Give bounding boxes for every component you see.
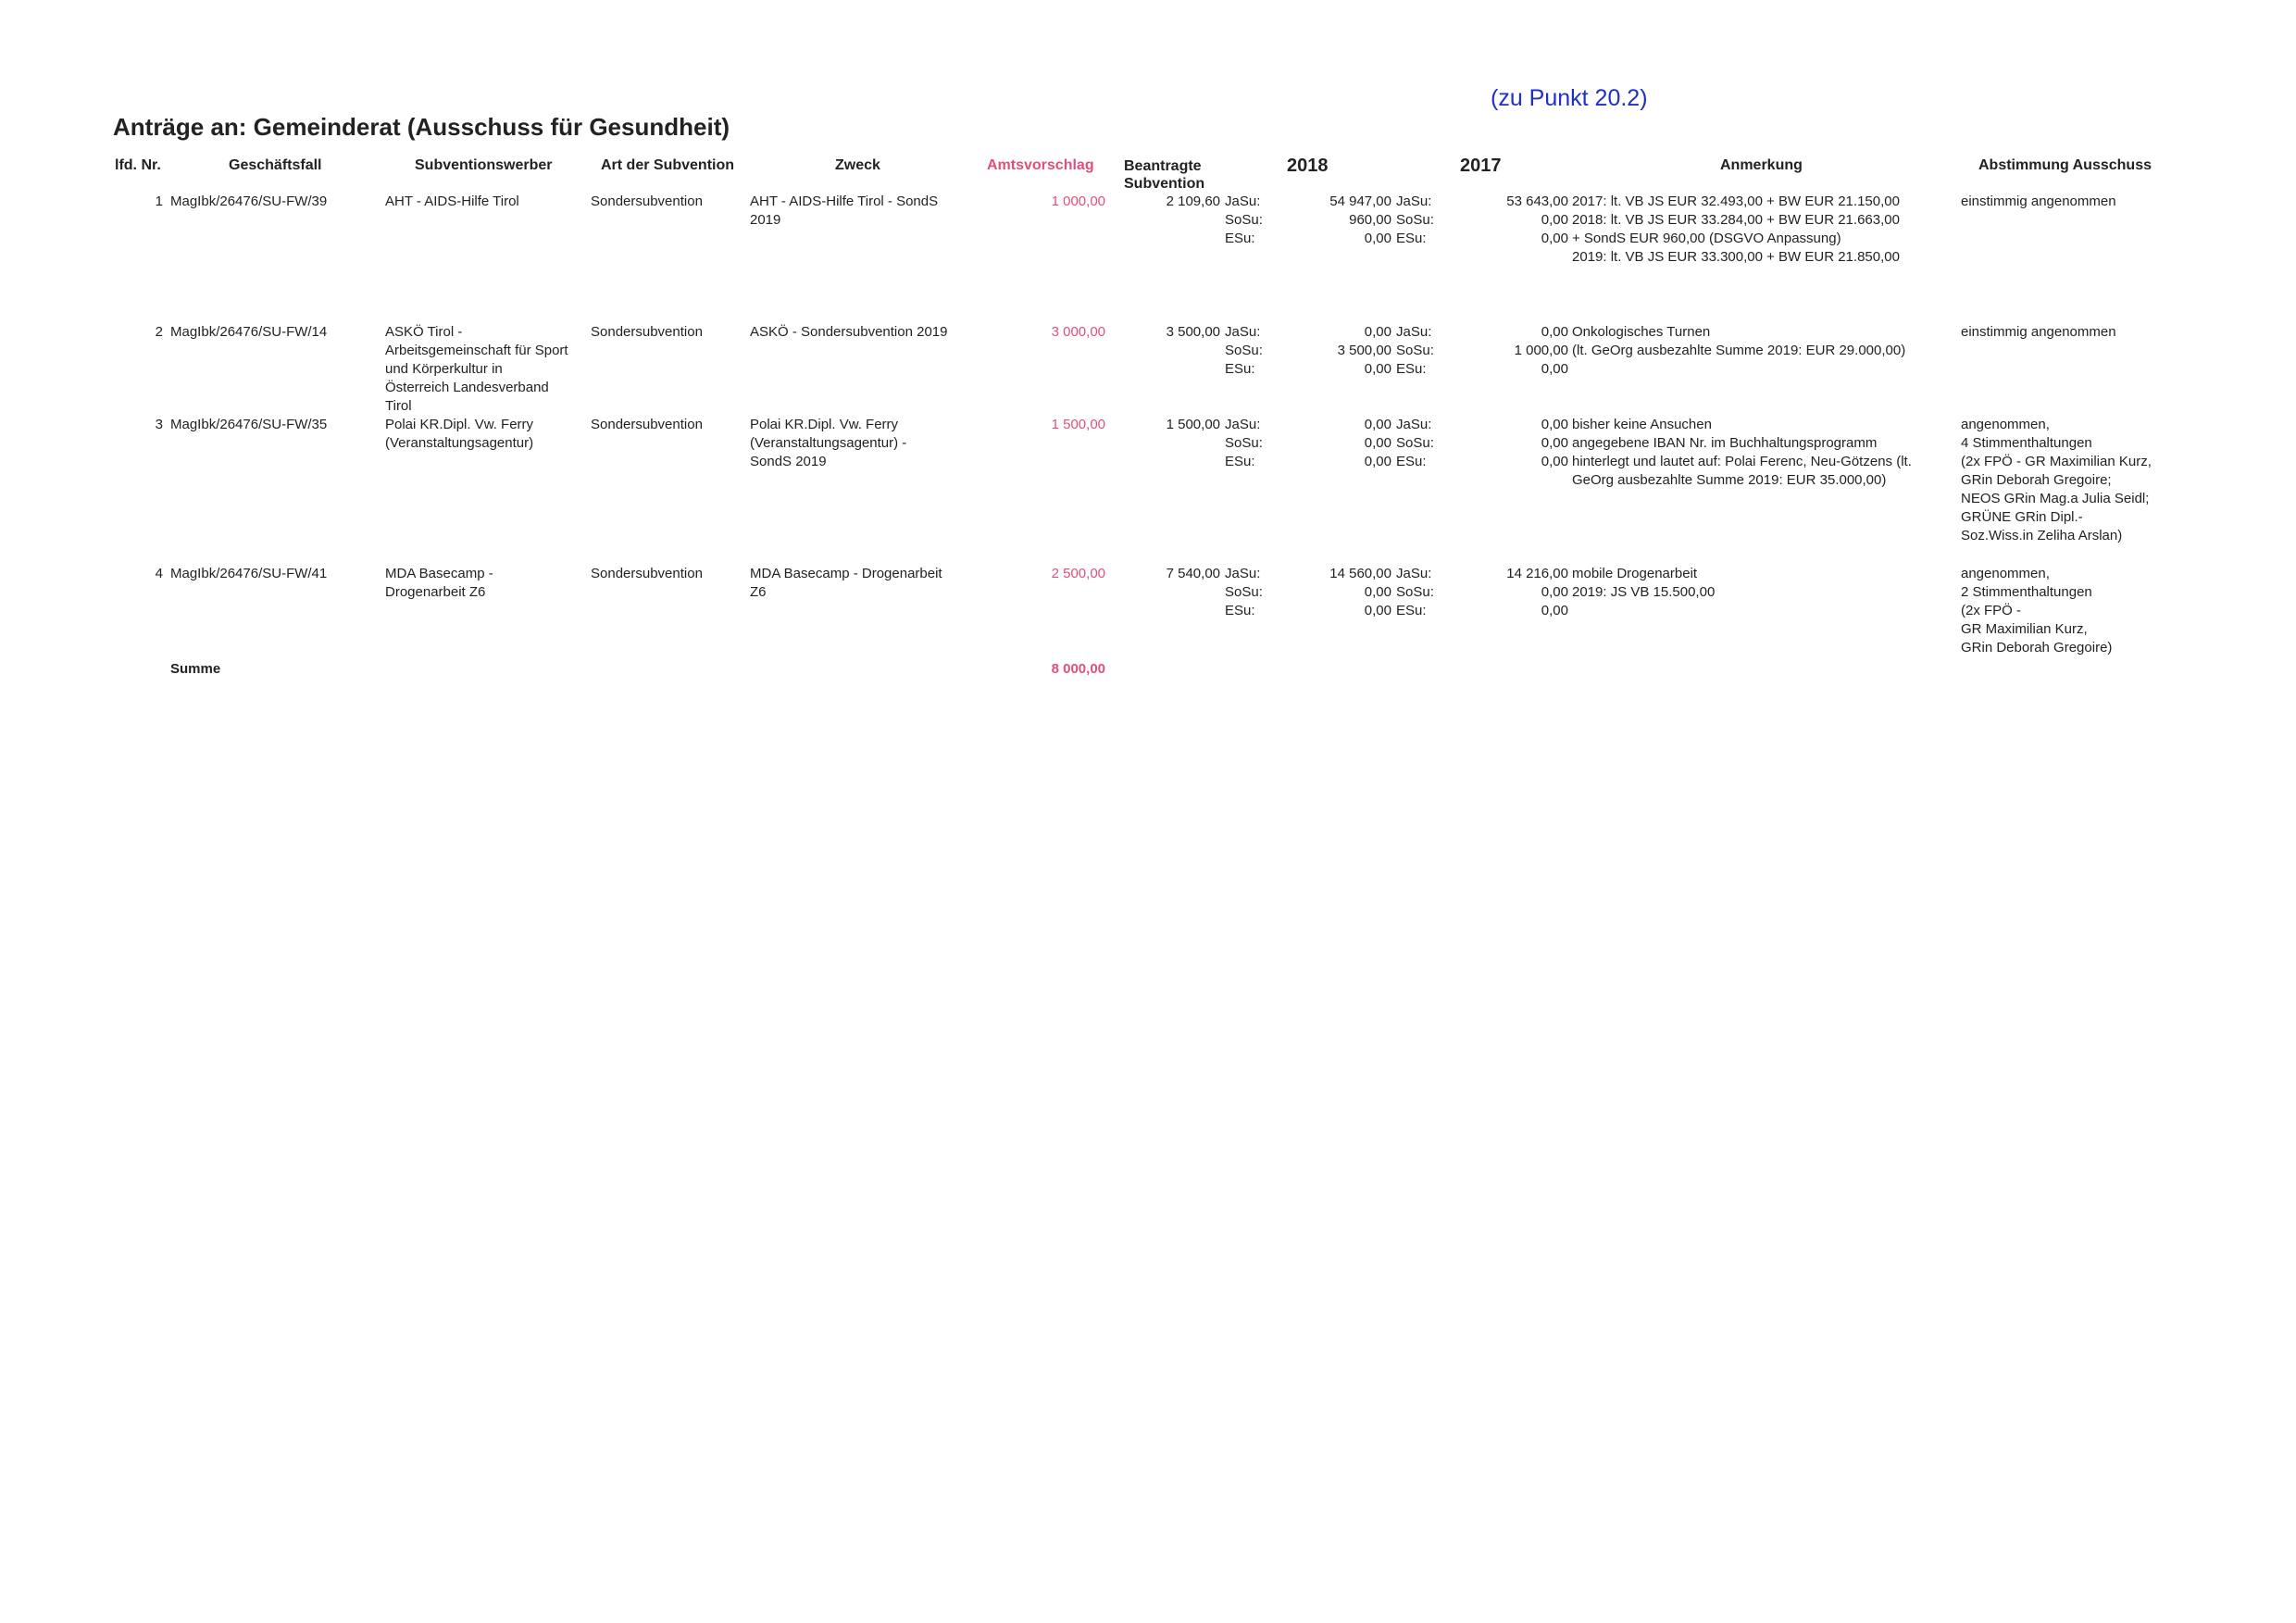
- row-2018-values: [1282, 565, 1391, 620]
- row-werber-line: und Körperkultur in: [385, 361, 503, 377]
- row-2018-values-line: 54 947,00: [1329, 194, 1391, 209]
- row-amtsvorschlag: [991, 323, 1105, 342]
- row-2018-labels-line: ESu:: [1225, 454, 1255, 469]
- row-2017-labels-line: ESu:: [1396, 454, 1427, 469]
- row-nr-line: 4: [155, 566, 163, 581]
- row-abstimmung-line: GRÜNE GRin Dipl.-: [1961, 509, 2083, 525]
- row-2017-labels-line: JaSu:: [1396, 417, 1432, 432]
- row-2018-labels-line: SoSu:: [1225, 343, 1263, 358]
- row-abstimmung-line: (2x FPÖ - GR Maximilian Kurz,: [1961, 454, 2152, 469]
- row-beantragt-line: 1 500,00: [1166, 417, 1220, 432]
- col-header-geschaeftsfall: Geschäftsfall: [229, 157, 322, 173]
- row-2018-values-line: 960,00: [1349, 212, 1391, 228]
- row-2018-values-line: 0,00: [1364, 417, 1391, 432]
- row-werber-line: AHT - AIDS-Hilfe Tirol: [385, 194, 519, 209]
- row-zweck: [750, 416, 972, 471]
- row-abstimmung-line: (2x FPÖ -: [1961, 603, 2022, 618]
- row-werber: [385, 416, 589, 453]
- row-abstimmung-line: einstimmig angenommen: [1961, 324, 2116, 340]
- row-anmerkung-line: angegebene IBAN Nr. im Buchhaltungsprogramm: [1572, 435, 1878, 451]
- row-2017-values: [1454, 565, 1568, 620]
- document-title: Anträge an: Gemeinderat (Ausschuss für Gesundheit): [113, 113, 730, 141]
- row-2018-values-line: 0,00: [1364, 324, 1391, 340]
- row-abstimmung: [1961, 416, 2183, 545]
- row-2017-values-line: 0,00: [1541, 231, 1568, 246]
- row-2018-labels-line: ESu:: [1225, 231, 1255, 246]
- row-geschaeftsfall-line: MagIbk/26476/SU-FW/41: [170, 566, 328, 581]
- row-beantragt: [1111, 193, 1220, 211]
- row-abstimmung-line: NEOS GRin Mag.a Julia Seidl;: [1961, 491, 2150, 506]
- row-zweck-line: Polai KR.Dipl. Vw. Ferry: [750, 417, 899, 432]
- row-werber-line: Drogenarbeit Z6: [385, 584, 486, 600]
- row-werber: [385, 565, 589, 602]
- col-header-2017: 2017: [1460, 156, 1502, 176]
- row-2018-values: [1282, 193, 1391, 248]
- row-2018-labels: [1225, 193, 1280, 248]
- row-geschaeftsfall: [170, 323, 356, 342]
- row-2018-values-line: 3 500,00: [1337, 343, 1391, 358]
- row-2017-values: [1454, 323, 1568, 379]
- row-werber-line: MDA Basecamp -: [385, 566, 493, 581]
- col-header-amtsvorschlag: Amtsvorschlag: [987, 157, 1094, 173]
- row-2017-values-line: 0,00: [1541, 212, 1568, 228]
- row-abstimmung-line: GRin Deborah Gregoire;: [1961, 472, 2112, 488]
- row-abstimmung-line: GR Maximilian Kurz,: [1961, 621, 2088, 637]
- row-zweck: [750, 193, 972, 230]
- row-werber-line: Tirol: [385, 398, 412, 414]
- row-abstimmung-line: einstimmig angenommen: [1961, 194, 2116, 209]
- row-2018-labels-line: ESu:: [1225, 603, 1255, 618]
- row-2017-labels: [1396, 323, 1452, 379]
- row-2018-values-line: 0,00: [1364, 454, 1391, 469]
- row-anmerkung-line: 2018: lt. VB JS EUR 33.284,00 + BW EUR 21.663,00: [1572, 212, 1900, 228]
- row-anmerkung-line: bisher keine Ansuchen: [1572, 417, 1712, 432]
- row-2017-labels-line: SoSu:: [1396, 435, 1434, 451]
- row-nr: [139, 565, 163, 583]
- col-header-zweck: Zweck: [835, 157, 880, 173]
- row-2018-values-line: 0,00: [1364, 231, 1391, 246]
- row-geschaeftsfall: [170, 416, 356, 434]
- row-2017-labels-line: JaSu:: [1396, 324, 1432, 340]
- row-zweck-line: (Veranstaltungsagentur) -: [750, 435, 907, 451]
- summe-value: 8 000,00: [1051, 661, 1105, 677]
- row-2018-labels-line: SoSu:: [1225, 584, 1263, 600]
- row-2017-labels-line: SoSu:: [1396, 343, 1434, 358]
- row-geschaeftsfall-line: MagIbk/26476/SU-FW/35: [170, 417, 328, 432]
- row-2017-values-line: 53 643,00: [1506, 194, 1568, 209]
- row-2017-labels: [1396, 565, 1452, 620]
- row-anmerkung-line: hinterlegt und lautet auf: Polai Ferenc, Neu-Götzens (lt.: [1572, 454, 1912, 469]
- row-2017-values: [1454, 193, 1568, 248]
- row-zweck-line: Z6: [750, 584, 767, 600]
- row-2018-values: [1282, 416, 1391, 471]
- row-amtsvorschlag-line: 1 000,00: [1051, 194, 1105, 209]
- row-abstimmung: [1961, 323, 2183, 342]
- row-anmerkung-line: Onkologisches Turnen: [1572, 324, 1711, 340]
- row-beantragt: [1111, 323, 1220, 342]
- row-2017-values-line: 0,00: [1541, 417, 1568, 432]
- row-2018-labels-line: JaSu:: [1225, 194, 1261, 209]
- row-anmerkung-line: 2019: JS VB 15.500,00: [1572, 584, 1716, 600]
- row-geschaeftsfall-line: MagIbk/26476/SU-FW/14: [170, 324, 328, 340]
- row-zweck-line: AHT - AIDS-Hilfe Tirol - SondS: [750, 194, 939, 209]
- row-2017-values: [1454, 416, 1568, 471]
- row-beantragt-line: 7 540,00: [1166, 566, 1220, 581]
- row-2018-labels: [1225, 565, 1280, 620]
- row-abstimmung-line: 2 Stimmenthaltungen: [1961, 584, 2092, 600]
- row-2018-labels-line: JaSu:: [1225, 566, 1261, 581]
- row-anmerkung: [1572, 193, 1961, 267]
- row-2017-labels-line: JaSu:: [1396, 566, 1432, 581]
- row-nr: [139, 323, 163, 342]
- row-2017-labels-line: SoSu:: [1396, 212, 1434, 228]
- row-anmerkung-line: 2017: lt. VB JS EUR 32.493,00 + BW EUR 21.150,00: [1572, 194, 1900, 209]
- row-art-line: Sondersubvention: [591, 417, 703, 432]
- row-2017-values-line: 0,00: [1541, 603, 1568, 618]
- row-abstimmung-line: Soz.Wiss.in Zeliha Arslan): [1961, 528, 2123, 543]
- row-nr-line: 2: [155, 324, 163, 340]
- row-2018-labels-line: SoSu:: [1225, 212, 1263, 228]
- row-nr-line: 1: [155, 194, 163, 209]
- row-zweck-line: MDA Basecamp - Drogenarbeit: [750, 566, 942, 581]
- row-2018-labels-line: SoSu:: [1225, 435, 1263, 451]
- row-geschaeftsfall: [170, 565, 356, 583]
- row-werber-line: Arbeitsgemeinschaft für Sport: [385, 343, 568, 358]
- row-2017-labels: [1396, 416, 1452, 471]
- row-art: [591, 193, 730, 211]
- summe-label: Summe: [170, 661, 221, 677]
- row-beantragt: [1111, 565, 1220, 583]
- row-2018-values-line: 0,00: [1364, 584, 1391, 600]
- row-2017-labels: [1396, 193, 1452, 248]
- col-header-werber: Subventionswerber: [415, 157, 553, 173]
- row-2017-values-line: 14 216,00: [1506, 566, 1568, 581]
- row-beantragt-line: 3 500,00: [1166, 324, 1220, 340]
- col-header-anmerkung: Anmerkung: [1720, 157, 1803, 173]
- row-anmerkung-line: + SondS EUR 960,00 (DSGVO Anpassung): [1572, 231, 1841, 246]
- row-2018-values: [1282, 323, 1391, 379]
- row-amtsvorschlag: [991, 416, 1105, 434]
- row-2018-values-line: 0,00: [1364, 361, 1391, 377]
- row-art-line: Sondersubvention: [591, 324, 703, 340]
- row-2018-labels-line: ESu:: [1225, 361, 1255, 377]
- row-2017-values-line: 0,00: [1541, 324, 1568, 340]
- row-2017-values-line: 0,00: [1541, 584, 1568, 600]
- row-2017-values-line: 0,00: [1541, 361, 1568, 377]
- row-anmerkung-line: 2019: lt. VB JS EUR 33.300,00 + BW EUR 21.850,00: [1572, 249, 1900, 265]
- row-2018-values-line: 0,00: [1364, 603, 1391, 618]
- row-2017-values-line: 1 000,00: [1514, 343, 1568, 358]
- row-amtsvorschlag: [991, 565, 1105, 583]
- row-2018-labels: [1225, 323, 1280, 379]
- row-art-line: Sondersubvention: [591, 194, 703, 209]
- row-anmerkung-line: GeOrg ausbezahlte Summe 2019: EUR 35.000,00): [1572, 472, 1887, 488]
- row-art: [591, 323, 730, 342]
- row-abstimmung-line: angenommen,: [1961, 566, 2050, 581]
- row-zweck: [750, 565, 972, 602]
- row-geschaeftsfall: [170, 193, 356, 211]
- row-abstimmung: [1961, 193, 2183, 211]
- col-header-art: Art der Subvention: [601, 157, 735, 173]
- col-header-abstimmung: Abstimmung Ausschuss: [1978, 157, 2152, 173]
- row-geschaeftsfall-line: MagIbk/26476/SU-FW/39: [170, 194, 328, 209]
- row-anmerkung: [1572, 565, 1961, 602]
- row-zweck: [750, 323, 972, 342]
- row-2018-values-line: 0,00: [1364, 435, 1391, 451]
- row-amtsvorschlag-line: 2 500,00: [1051, 566, 1105, 581]
- row-2017-labels-line: JaSu:: [1396, 194, 1432, 209]
- row-zweck-line: ASKÖ - Sondersubvention 2019: [750, 324, 948, 340]
- reference-label: (zu Punkt 20.2): [1491, 85, 1648, 111]
- row-anmerkung-line: mobile Drogenarbeit: [1572, 566, 1698, 581]
- row-2018-labels: [1225, 416, 1280, 471]
- row-art: [591, 565, 730, 583]
- row-abstimmung-line: GRin Deborah Gregoire): [1961, 640, 2113, 655]
- row-werber: [385, 193, 589, 211]
- row-zweck-line: 2019: [750, 212, 781, 228]
- row-anmerkung-line: (lt. GeOrg ausbezahlte Summe 2019: EUR 29.000,00): [1572, 343, 1906, 358]
- row-werber: [385, 323, 589, 416]
- row-beantragt-line: 2 109,60: [1166, 194, 1220, 209]
- row-2018-labels-line: JaSu:: [1225, 324, 1261, 340]
- row-werber-line: Österreich Landesverband: [385, 380, 549, 395]
- row-2017-labels-line: ESu:: [1396, 361, 1427, 377]
- row-abstimmung-line: angenommen,: [1961, 417, 2050, 432]
- row-werber-line: Polai KR.Dipl. Vw. Ferry: [385, 417, 534, 432]
- row-nr-line: 3: [155, 417, 163, 432]
- row-2017-labels-line: ESu:: [1396, 603, 1427, 618]
- row-werber-line: (Veranstaltungsagentur): [385, 435, 534, 451]
- row-amtsvorschlag: [991, 193, 1105, 211]
- row-2018-labels-line: JaSu:: [1225, 417, 1261, 432]
- row-art: [591, 416, 730, 434]
- row-werber-line: ASKÖ Tirol -: [385, 324, 463, 340]
- col-header-nr: lfd. Nr.: [115, 157, 161, 173]
- row-amtsvorschlag-line: 1 500,00: [1051, 417, 1105, 432]
- row-beantragt: [1111, 416, 1220, 434]
- row-2017-values-line: 0,00: [1541, 435, 1568, 451]
- col-header-beantragt: Beantragte Subvention: [1124, 158, 1205, 192]
- row-abstimmung: [1961, 565, 2183, 657]
- row-nr: [139, 193, 163, 211]
- row-anmerkung: [1572, 416, 1961, 490]
- row-abstimmung-line: 4 Stimmenthaltungen: [1961, 435, 2092, 451]
- row-2018-values-line: 14 560,00: [1329, 566, 1391, 581]
- row-2017-values-line: 0,00: [1541, 454, 1568, 469]
- row-amtsvorschlag-line: 3 000,00: [1051, 324, 1105, 340]
- row-nr: [139, 416, 163, 434]
- row-art-line: Sondersubvention: [591, 566, 703, 581]
- row-anmerkung: [1572, 323, 1961, 360]
- row-2017-labels-line: ESu:: [1396, 231, 1427, 246]
- row-zweck-line: SondS 2019: [750, 454, 827, 469]
- row-2017-labels-line: SoSu:: [1396, 584, 1434, 600]
- col-header-2018: 2018: [1287, 156, 1329, 176]
